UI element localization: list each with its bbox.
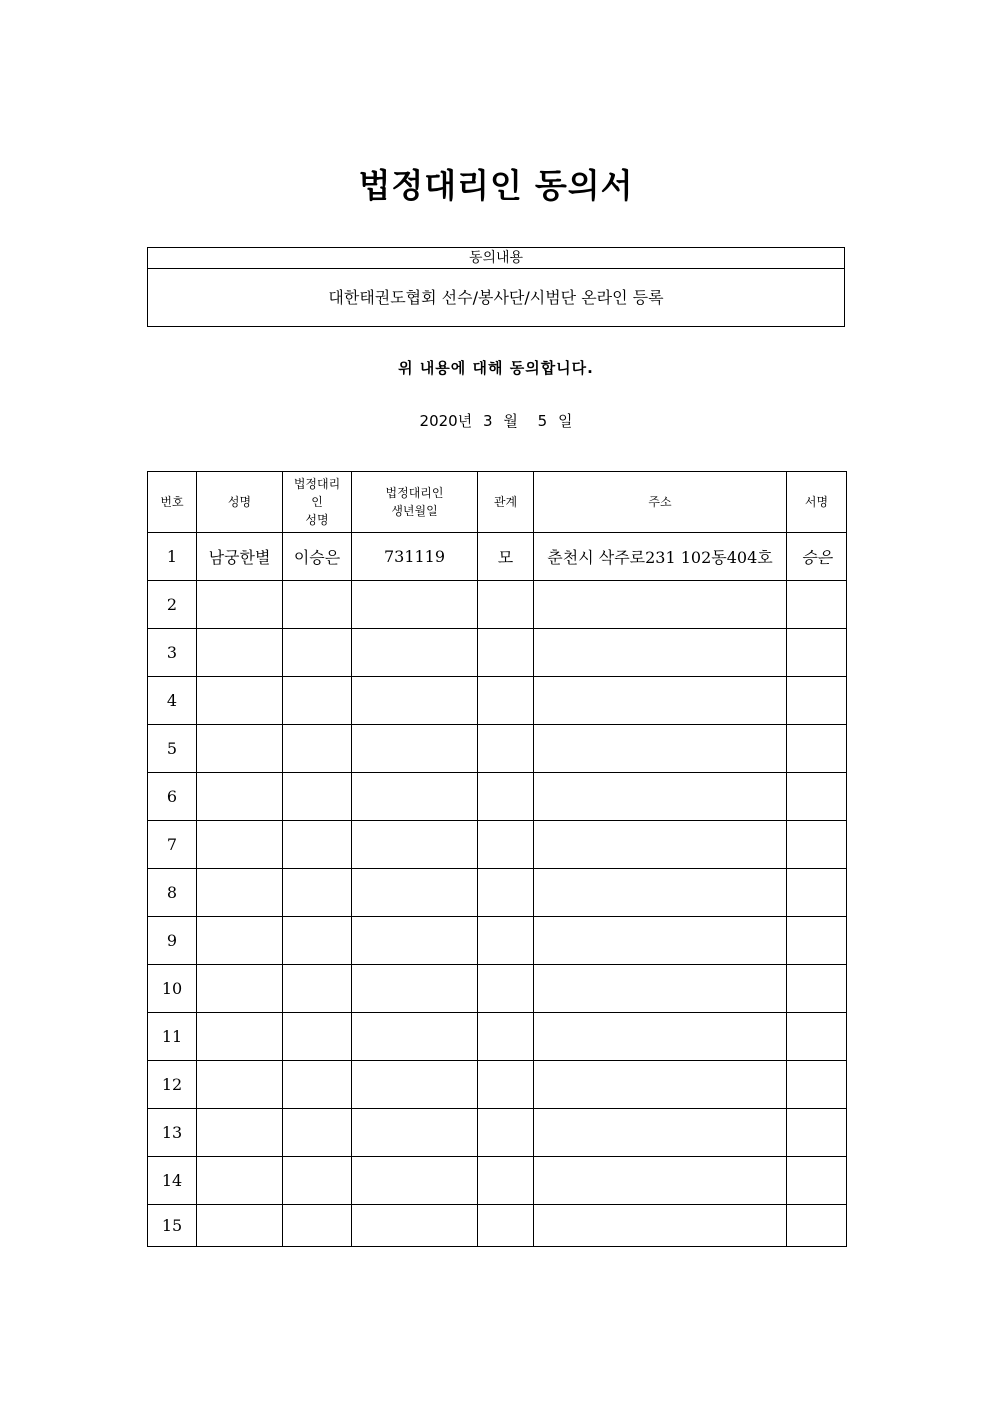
table-row bbox=[148, 773, 847, 821]
cell-rep-name bbox=[283, 1157, 352, 1205]
header-rep-name-line3: 성명 bbox=[305, 513, 329, 527]
date-day-num: 5 bbox=[537, 412, 548, 430]
header-relation: 관계 bbox=[478, 472, 534, 533]
cell-rep-birth bbox=[352, 773, 478, 821]
cell-rep-birth bbox=[352, 869, 478, 917]
cell-address bbox=[534, 1013, 787, 1061]
cell-relation bbox=[478, 629, 534, 677]
cell-address bbox=[534, 1061, 787, 1109]
cell-no: 5 bbox=[148, 725, 197, 773]
agreement-statement: 위 내용에 대해 동의합니다. bbox=[398, 359, 594, 377]
cell-relation bbox=[478, 869, 534, 917]
cell-rep-birth bbox=[352, 917, 478, 965]
cell-relation bbox=[478, 773, 534, 821]
cell-signature bbox=[787, 1157, 847, 1205]
table-row bbox=[148, 1157, 847, 1205]
cell-relation bbox=[478, 1205, 534, 1247]
cell-rep-birth bbox=[352, 1013, 478, 1061]
cell-name bbox=[197, 1013, 283, 1061]
cell-no: 1 bbox=[148, 533, 197, 581]
cell-no: 8 bbox=[148, 869, 197, 917]
table-row bbox=[148, 629, 847, 677]
cell-address bbox=[534, 917, 787, 965]
cell-rep-name bbox=[283, 773, 352, 821]
table-row bbox=[148, 1013, 847, 1061]
cell-rep-name: 이승은 bbox=[283, 533, 352, 581]
cell-address: 춘천시 삭주로231 102동404호 bbox=[534, 533, 787, 581]
table-row bbox=[148, 533, 847, 581]
header-address: 주소 bbox=[534, 472, 787, 533]
cell-no: 14 bbox=[148, 1157, 197, 1205]
cell-signature bbox=[787, 965, 847, 1013]
cell-rep-name bbox=[283, 1013, 352, 1061]
cell-address bbox=[534, 677, 787, 725]
cell-no: 9 bbox=[148, 917, 197, 965]
cell-address bbox=[534, 629, 787, 677]
cell-address bbox=[534, 1205, 787, 1247]
cell-signature bbox=[787, 1205, 847, 1247]
cell-name bbox=[197, 629, 283, 677]
cell-rep-birth bbox=[352, 1061, 478, 1109]
cell-relation bbox=[478, 1109, 534, 1157]
table-row bbox=[148, 725, 847, 773]
cell-name bbox=[197, 821, 283, 869]
cell-no: 13 bbox=[148, 1109, 197, 1157]
cell-rep-name bbox=[283, 581, 352, 629]
cell-rep-birth bbox=[352, 965, 478, 1013]
table-row bbox=[148, 821, 847, 869]
cell-relation bbox=[478, 1013, 534, 1061]
title-word-1: 법정대리인 bbox=[358, 166, 523, 205]
cell-no: 15 bbox=[148, 1205, 197, 1247]
table-row bbox=[148, 581, 847, 629]
cell-address bbox=[534, 821, 787, 869]
cell-relation bbox=[478, 1061, 534, 1109]
cell-signature bbox=[787, 1013, 847, 1061]
header-rep-name-line1: 법정대리 bbox=[293, 477, 341, 491]
cell-name bbox=[197, 965, 283, 1013]
table-header-row bbox=[148, 472, 847, 533]
cell-no: 7 bbox=[148, 821, 197, 869]
cell-address bbox=[534, 581, 787, 629]
cell-name: 남궁한별 bbox=[197, 533, 283, 581]
cell-rep-name bbox=[283, 677, 352, 725]
cell-no: 10 bbox=[148, 965, 197, 1013]
cell-name bbox=[197, 773, 283, 821]
cell-name bbox=[197, 1109, 283, 1157]
header-rep-birth-line1: 법정대리인 bbox=[385, 486, 444, 500]
cell-name bbox=[197, 677, 283, 725]
header-no: 번호 bbox=[148, 472, 197, 533]
cell-name bbox=[197, 869, 283, 917]
header-rep-name bbox=[283, 472, 352, 533]
title-word-2: 동의서 bbox=[534, 166, 634, 205]
cell-address bbox=[534, 1157, 787, 1205]
cell-rep-name bbox=[283, 1205, 352, 1247]
cell-signature bbox=[787, 773, 847, 821]
roster-table bbox=[147, 471, 847, 1247]
cell-rep-name bbox=[283, 725, 352, 773]
cell-no: 6 bbox=[148, 773, 197, 821]
cell-rep-name bbox=[283, 965, 352, 1013]
cell-signature bbox=[787, 725, 847, 773]
header-rep-name-line2: 인 bbox=[311, 495, 323, 509]
cell-rep-birth bbox=[352, 1205, 478, 1247]
cell-no: 3 bbox=[148, 629, 197, 677]
header-signature: 서명 bbox=[787, 472, 847, 533]
cell-address bbox=[534, 725, 787, 773]
cell-relation bbox=[478, 725, 534, 773]
cell-signature bbox=[787, 677, 847, 725]
cell-rep-name bbox=[283, 869, 352, 917]
date-line bbox=[0, 410, 992, 431]
cell-signature bbox=[787, 581, 847, 629]
cell-rep-birth bbox=[352, 1157, 478, 1205]
date-month-unit: 월 bbox=[503, 412, 518, 430]
date-day-unit: 일 bbox=[557, 412, 573, 430]
cell-name bbox=[197, 1061, 283, 1109]
cell-name bbox=[197, 1157, 283, 1205]
cell-name bbox=[197, 725, 283, 773]
consent-content: 대한태권도협회 선수/봉사단/시범단 온라인 등록 bbox=[328, 288, 664, 307]
consent-heading: 동의내용 bbox=[148, 248, 844, 269]
cell-rep-birth bbox=[352, 1109, 478, 1157]
cell-relation bbox=[478, 917, 534, 965]
table-row bbox=[148, 1061, 847, 1109]
cell-name bbox=[197, 581, 283, 629]
cell-no: 2 bbox=[148, 581, 197, 629]
header-rep-birth bbox=[352, 472, 478, 533]
cell-relation bbox=[478, 677, 534, 725]
cell-relation bbox=[478, 581, 534, 629]
cell-rep-birth bbox=[352, 821, 478, 869]
cell-signature bbox=[787, 629, 847, 677]
cell-relation bbox=[478, 965, 534, 1013]
cell-signature bbox=[787, 869, 847, 917]
cell-address bbox=[534, 1109, 787, 1157]
cell-rep-birth bbox=[352, 677, 478, 725]
document-title bbox=[0, 160, 992, 207]
date-month-num: 3 bbox=[483, 412, 493, 430]
cell-signature: 승은 bbox=[787, 533, 847, 581]
cell-relation: 모 bbox=[478, 533, 534, 581]
cell-rep-name bbox=[283, 1109, 352, 1157]
cell-no: 12 bbox=[148, 1061, 197, 1109]
cell-signature bbox=[787, 1109, 847, 1157]
cell-rep-name bbox=[283, 629, 352, 677]
cell-signature bbox=[787, 1061, 847, 1109]
cell-address bbox=[534, 773, 787, 821]
cell-signature bbox=[787, 821, 847, 869]
cell-rep-birth: 731119 bbox=[352, 533, 478, 581]
cell-name bbox=[197, 1205, 283, 1247]
cell-address bbox=[534, 869, 787, 917]
cell-rep-name bbox=[283, 1061, 352, 1109]
cell-address bbox=[534, 965, 787, 1013]
cell-rep-birth bbox=[352, 629, 478, 677]
consent-box bbox=[147, 247, 845, 327]
cell-no: 11 bbox=[148, 1013, 197, 1061]
cell-rep-name bbox=[283, 821, 352, 869]
cell-name bbox=[197, 917, 283, 965]
cell-rep-birth bbox=[352, 725, 478, 773]
table-row bbox=[148, 917, 847, 965]
table-row bbox=[148, 869, 847, 917]
table-row bbox=[148, 677, 847, 725]
header-rep-birth-line2: 생년월일 bbox=[391, 504, 438, 518]
header-name: 성명 bbox=[197, 472, 283, 533]
cell-rep-birth bbox=[352, 581, 478, 629]
cell-relation bbox=[478, 821, 534, 869]
cell-no: 4 bbox=[148, 677, 197, 725]
cell-signature bbox=[787, 917, 847, 965]
cell-relation bbox=[478, 1157, 534, 1205]
date-year: 2020년 bbox=[419, 412, 473, 430]
table-row bbox=[148, 1205, 847, 1247]
table-row bbox=[148, 965, 847, 1013]
table-row bbox=[148, 1109, 847, 1157]
cell-rep-name bbox=[283, 917, 352, 965]
